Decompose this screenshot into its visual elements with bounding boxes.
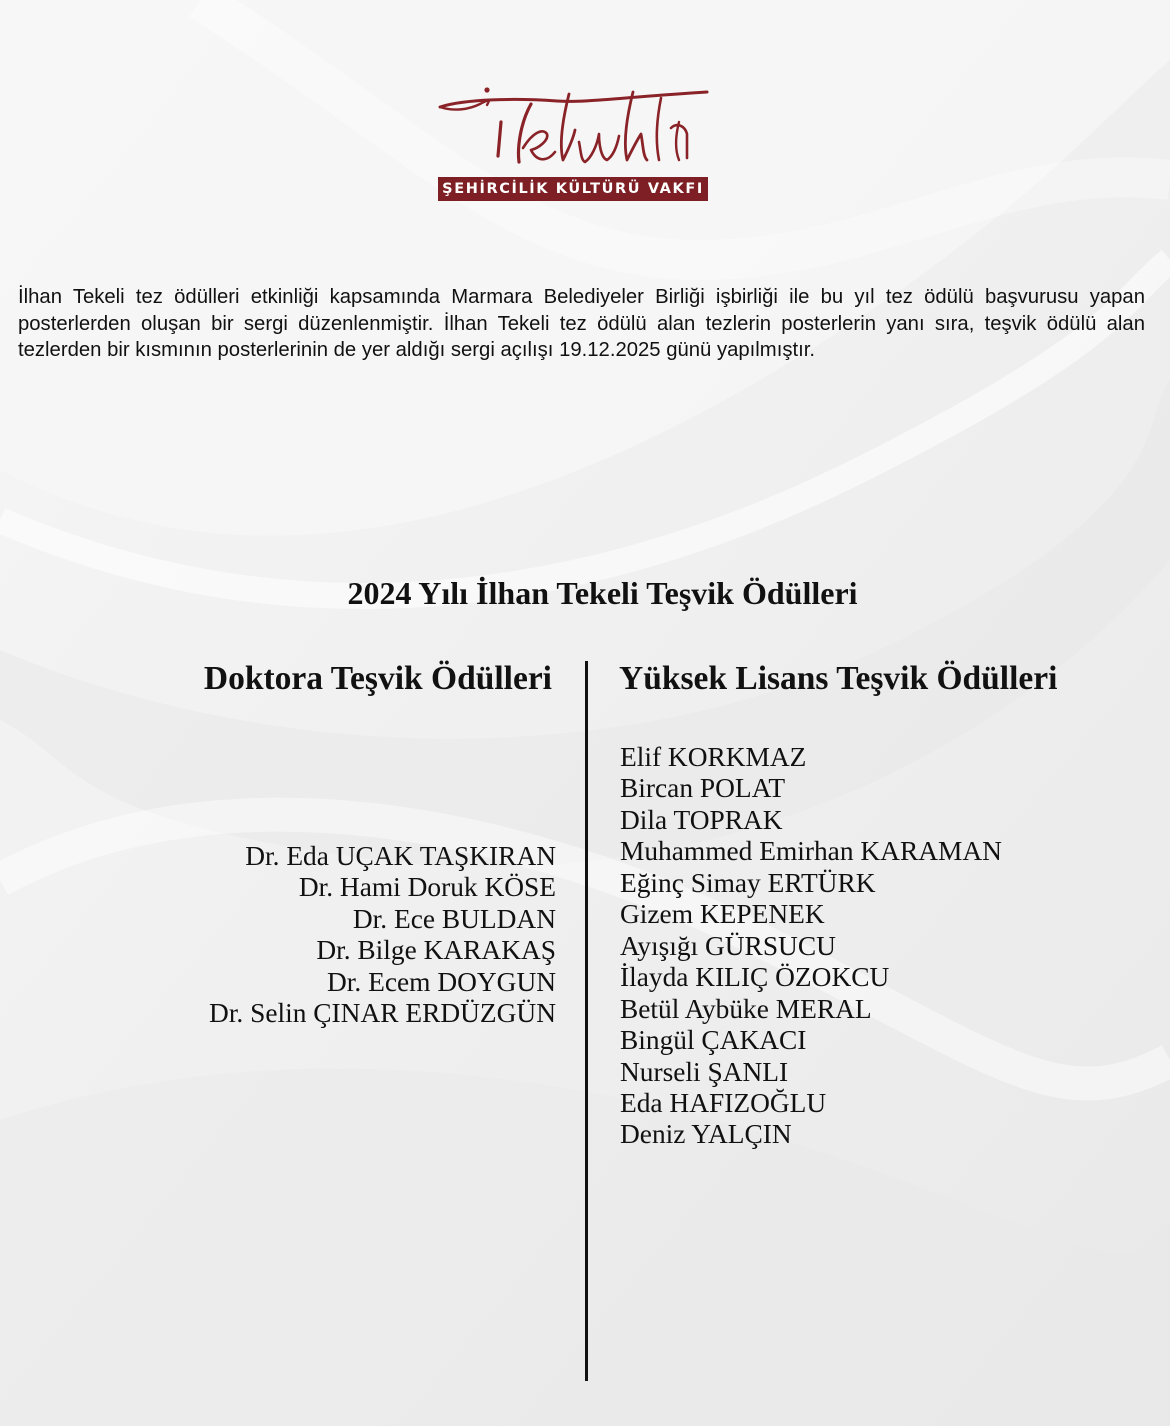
column-divider xyxy=(585,661,588,1381)
page-title: 2024 Yılı İlhan Tekeli Teşvik Ödülleri xyxy=(347,575,858,611)
masters-name: Muhammed Emirhan KARAMAN xyxy=(620,836,1002,867)
doctorate-list xyxy=(100,841,556,1030)
masters-name: Eğinç Simay ERTÜRK xyxy=(620,867,876,898)
doctorate-name: Dr. Ecem DOYGUN xyxy=(327,966,556,997)
masters-name: Ayışığı GÜRSUCU xyxy=(620,930,836,961)
intro-paragraph: İlhan Tekeli tez ödülleri etkinliği kapsamında Marmara Belediyeler Birliği işbirliği ile bu yıl tez ödülü başvurusu yapan posterlerden oluşan bir sergi düzenlenmiştir. İlhan Tekeli tez ödülü alan tezlerin posterlerin yanı sıra, teşvik ödülü alan tezlerden bir kısmının posterlerinin de yer aldığı sergi açılışı 19.12.2025 günü yapılmıştır. xyxy=(18,286,1145,361)
masters-name: Eda HAFIZOĞLU xyxy=(620,1087,827,1118)
doctorate-heading: Doktora Teşvik Ödülleri xyxy=(203,660,552,697)
masters-name: Deniz YALÇIN xyxy=(620,1119,792,1150)
masters-name: Bircan POLAT xyxy=(620,773,786,804)
doctorate-name: Dr. Eda UÇAK TAŞKIRAN xyxy=(245,841,556,871)
tekeli-signature-icon xyxy=(435,82,715,174)
masters-name: Dila TOPRAK xyxy=(620,804,783,835)
doctorate-name: Dr. Hami Doruk KÖSE xyxy=(298,872,556,903)
doctorate-name: Dr. Ece BULDAN xyxy=(352,903,556,934)
masters-name: Betül Aybüke MERAL xyxy=(620,993,872,1024)
masters-name: Gizem KEPENEK xyxy=(620,899,825,930)
doctorate-name: Dr. Selin ÇINAR ERDÜZGÜN xyxy=(209,998,556,1029)
masters-name: Elif KORKMAZ xyxy=(620,742,807,772)
organization-name: ŞEHİRCİLİK KÜLTÜRÜ VAKFI xyxy=(438,177,708,201)
foundation-logo xyxy=(435,82,715,204)
masters-list xyxy=(620,742,1002,1151)
masters-heading: Yüksek Lisans Teşvik Ödülleri xyxy=(619,660,1058,697)
masters-name: Nurseli ŞANLI xyxy=(620,1056,789,1087)
masters-name: İlayda KILIÇ ÖZOKCU xyxy=(620,962,890,993)
masters-name: Bingül ÇAKACI xyxy=(620,1025,807,1056)
doctorate-name: Dr. Bilge KARAKAŞ xyxy=(316,935,556,966)
